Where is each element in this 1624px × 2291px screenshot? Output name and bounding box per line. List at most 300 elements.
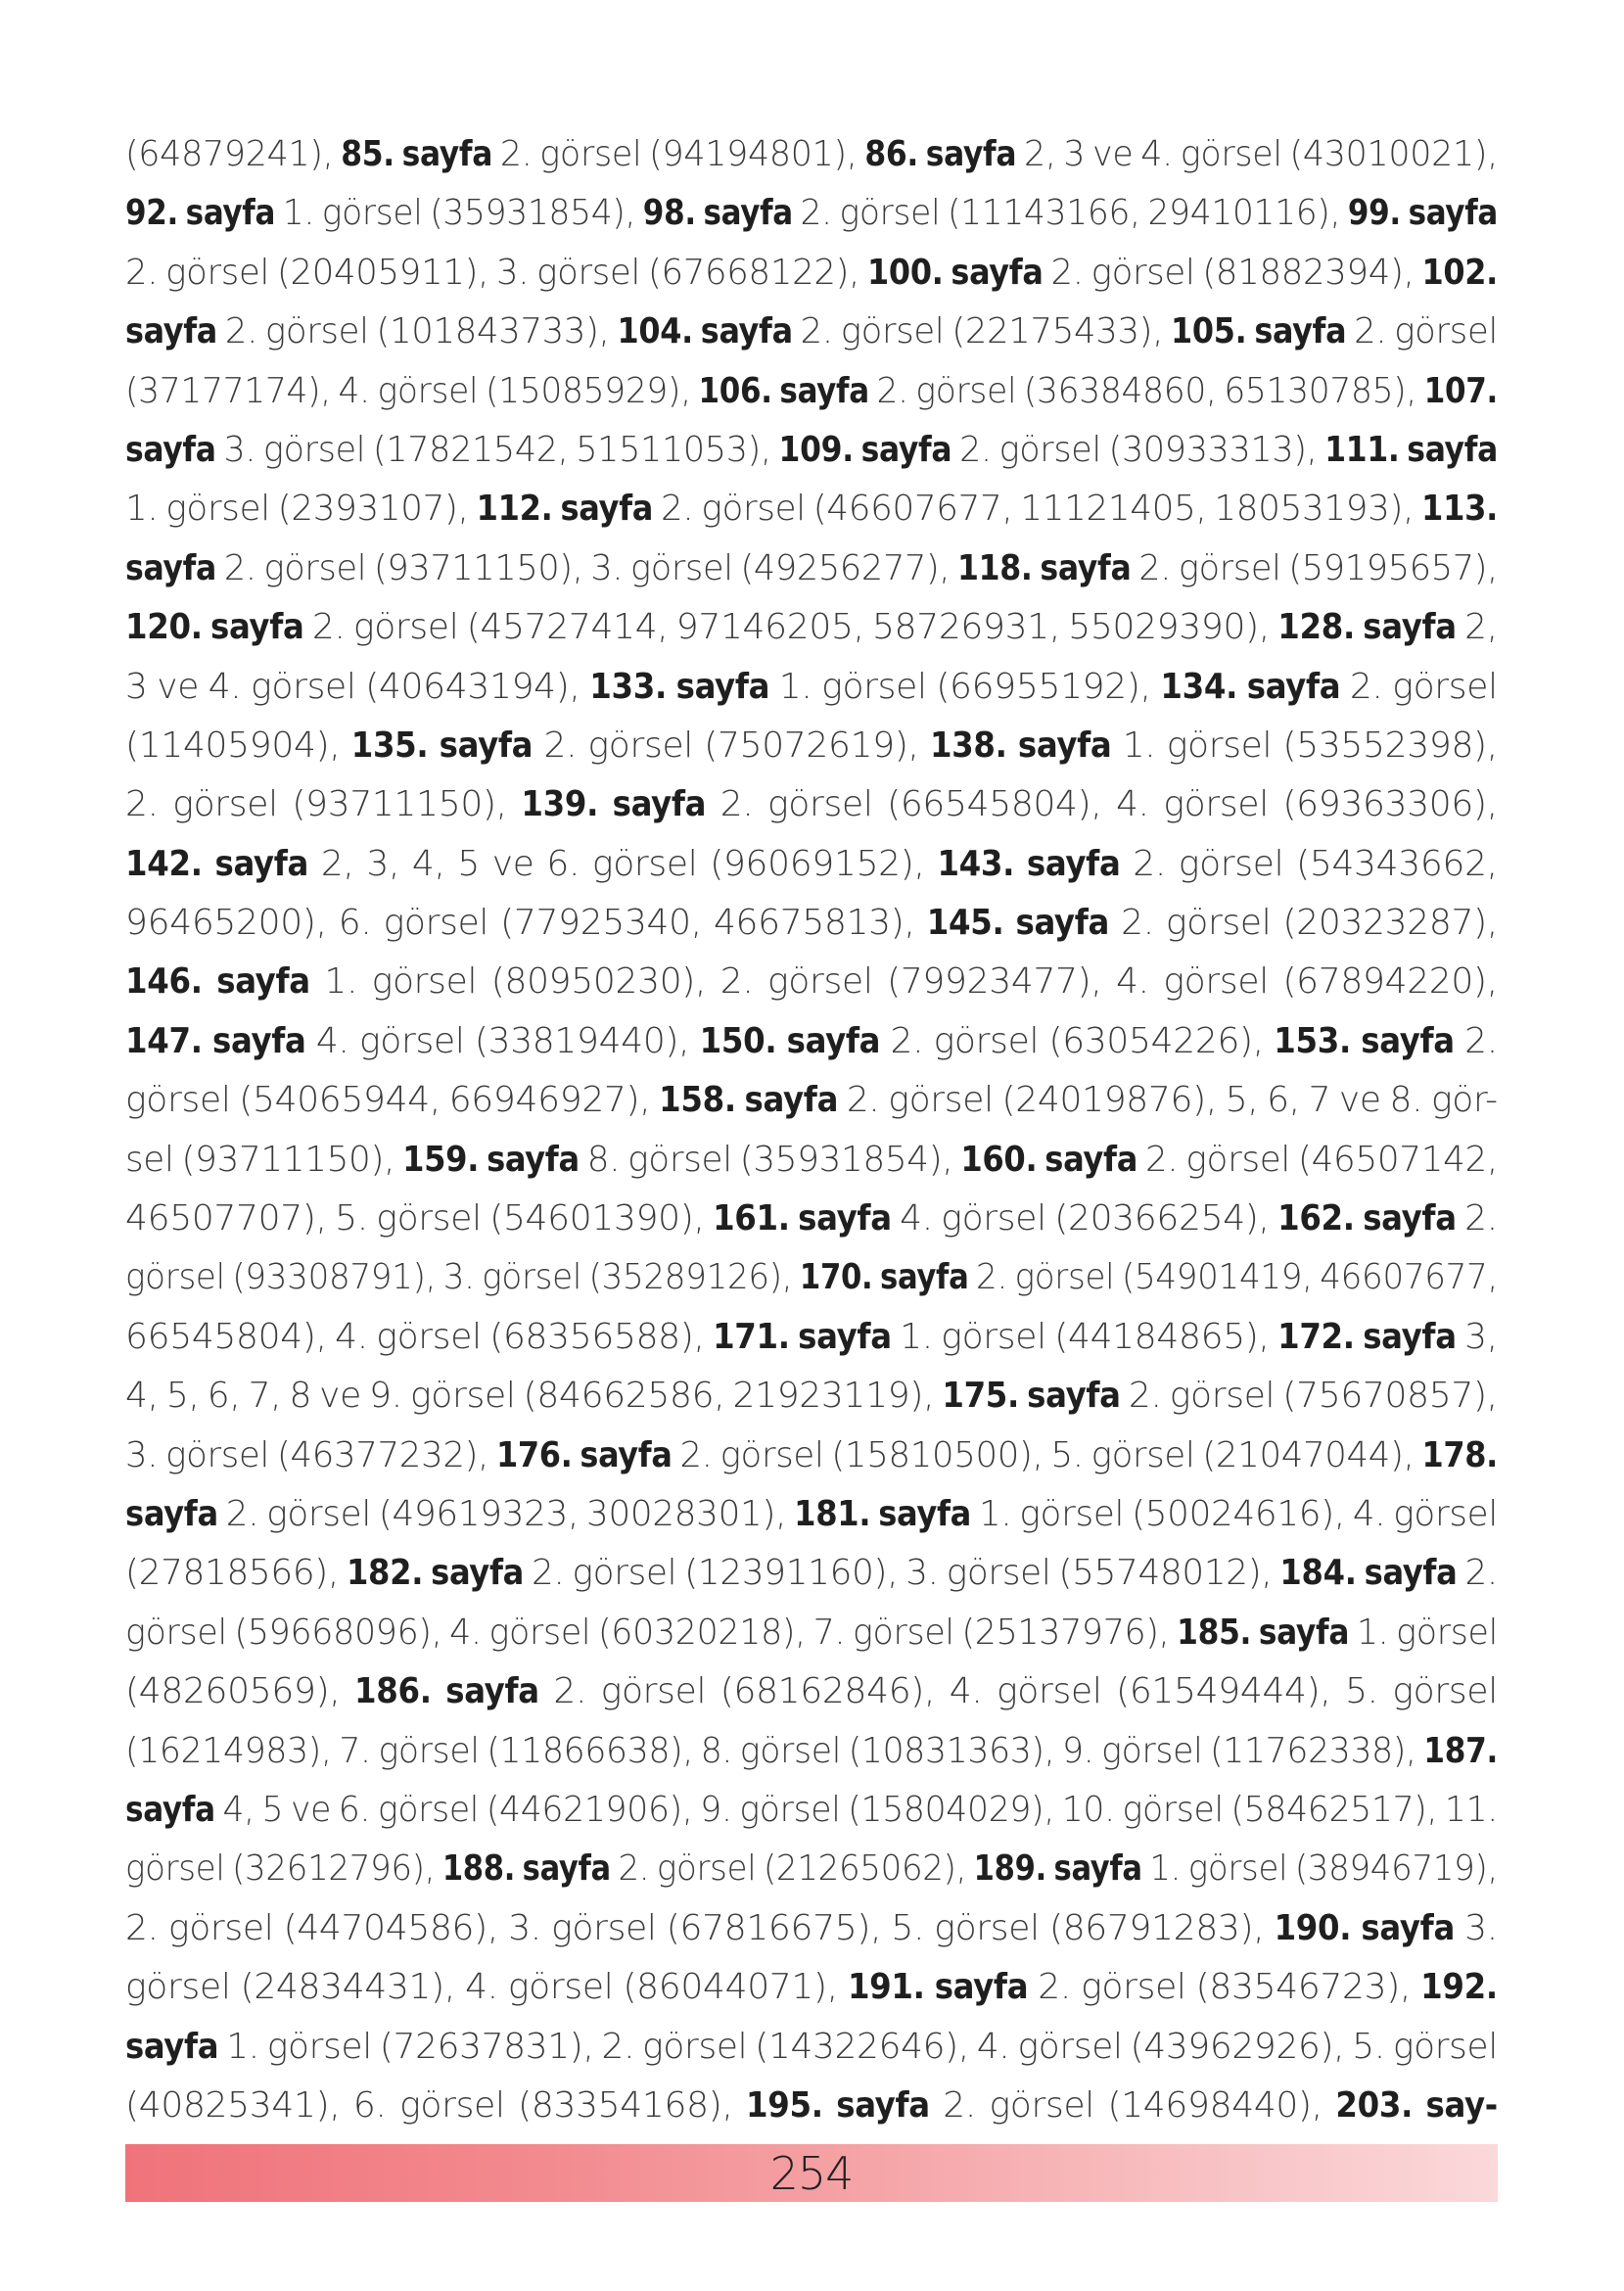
page-reference: sayfa xyxy=(1015,903,1110,944)
credit-text: 2. xyxy=(800,193,832,234)
credit-text: (67816675), xyxy=(666,1907,882,1948)
credit-text: (14698440), xyxy=(1107,2084,1322,2126)
credit-text: görsel xyxy=(1180,134,1282,174)
credit-text: 46607677, xyxy=(1320,1257,1498,1298)
credit-text: görsel xyxy=(371,961,478,1003)
credit-text: (94194801), xyxy=(649,134,858,174)
credit-text: görsel xyxy=(1081,1967,1186,2008)
credit-text: (20323287), xyxy=(1282,903,1498,944)
credit-text: görsel xyxy=(399,2084,505,2126)
credit-text: (93711150), xyxy=(181,1139,395,1180)
credit-text: 5 xyxy=(261,1789,284,1830)
credit-text: 8. xyxy=(586,1139,621,1180)
credit-text: 5. xyxy=(1050,1434,1084,1475)
page-reference: 139. xyxy=(521,784,599,825)
credit-text: 2. xyxy=(876,370,908,411)
credit-text: görsel xyxy=(125,1848,225,1890)
page-number: 254 xyxy=(769,2146,854,2200)
page-reference: 161. xyxy=(713,1198,790,1239)
credit-text: görsel xyxy=(264,311,369,352)
page-reference: sayfa xyxy=(1017,725,1112,766)
credit-text: görsel xyxy=(719,1434,824,1475)
credit-text: görsel xyxy=(998,429,1101,470)
text-line xyxy=(125,184,1498,243)
credit-text: 2. xyxy=(543,725,578,766)
text-line xyxy=(125,1012,1498,1071)
page-reference: 191. xyxy=(847,1967,925,2008)
credit-text: 3, xyxy=(1464,1316,1498,1357)
page-reference: sayfa xyxy=(878,1493,972,1534)
credit-text: 3. xyxy=(223,429,256,470)
text-line xyxy=(125,1604,1498,1662)
credit-text: (68356588), xyxy=(489,1316,705,1357)
credit-text: 30028301), xyxy=(586,1493,787,1534)
page-reference: sayfa xyxy=(445,1671,539,1712)
credit-text: (30933313), xyxy=(1108,429,1318,470)
credit-text: ve xyxy=(491,843,534,884)
credit-text: görsel xyxy=(1393,1493,1498,1534)
credit-text: görsel xyxy=(125,1967,231,2008)
text-line xyxy=(125,953,1498,1011)
credit-text: görsel xyxy=(627,1139,732,1180)
page-reference: 150. xyxy=(699,1020,777,1061)
credit-text: görsel xyxy=(1178,843,1284,884)
credit-text: (20366254), xyxy=(1054,1198,1270,1239)
page-reference: 145. xyxy=(926,903,1004,944)
page-reference: 171. xyxy=(713,1316,790,1357)
credit-text: 2. xyxy=(1464,1198,1498,1239)
page-reference: 105. xyxy=(1171,311,1247,352)
page-reference: sayfa xyxy=(1407,429,1498,470)
credit-text: 8. xyxy=(700,1730,733,1771)
credit-text: (2393107), xyxy=(277,489,469,530)
credit-text: 7. xyxy=(339,1730,371,1771)
credit-text: (15804029), xyxy=(848,1789,1055,1830)
credit-text: 5. xyxy=(1345,1671,1378,1712)
text-line xyxy=(125,1899,1498,1958)
page-reference: sayfa xyxy=(1363,1198,1457,1239)
credit-text: (35931854), xyxy=(739,1139,953,1180)
page-reference: 112. xyxy=(476,489,553,530)
page-reference: 190. xyxy=(1274,1907,1352,1948)
credit-text: (86791283), xyxy=(1048,1907,1265,1948)
credit-text: (96069152), xyxy=(710,843,925,884)
page-reference: 175. xyxy=(942,1376,1020,1417)
credit-text: 46675813), xyxy=(713,903,915,944)
credit-text: (93711150), xyxy=(292,784,507,825)
page-reference: sayfa xyxy=(786,1020,881,1061)
page-reference: sayfa xyxy=(522,1848,611,1890)
credit-text: 4. xyxy=(976,2026,1010,2067)
credit-text: görsel xyxy=(1169,1376,1276,1417)
credit-text: 1. xyxy=(1149,1848,1182,1890)
page-reference: sayfa xyxy=(487,1139,580,1180)
credit-text: (75670857), xyxy=(1282,1376,1498,1417)
page-reference: 143. xyxy=(937,843,1015,884)
credit-text: (40825341), xyxy=(125,2084,341,2126)
credit-text: görsel xyxy=(263,547,367,588)
credit-text: 2. xyxy=(125,784,159,825)
credit-text: 2. xyxy=(1050,252,1084,293)
credit-text: görsel xyxy=(1163,784,1269,825)
credit-text: (59195657), xyxy=(1288,547,1498,588)
credit-text: (81882394), xyxy=(1202,252,1415,293)
credit-text: görsel xyxy=(321,193,423,234)
credit-text: görsel xyxy=(1392,2026,1498,2067)
credit-text: 2. xyxy=(976,1257,1007,1298)
text-line xyxy=(125,480,1498,538)
page-reference: 142. xyxy=(125,843,203,884)
credit-text: (93711150), xyxy=(373,547,583,588)
text-line xyxy=(125,421,1498,480)
text-line xyxy=(125,539,1498,598)
text-line xyxy=(125,125,1498,184)
credit-text: (24019876), xyxy=(1001,1080,1217,1121)
page-reference: say- xyxy=(1425,2084,1498,2126)
credit-text: (84662586, xyxy=(523,1376,725,1417)
page-reference: sayfa xyxy=(1361,1907,1455,1948)
page-reference: 98. xyxy=(642,193,696,234)
credit-text: (45727414, xyxy=(466,607,669,648)
credit-text: 4. xyxy=(465,1967,498,2008)
credit-text: 11121405, xyxy=(1020,489,1207,530)
credit-text: (16214983), xyxy=(125,1730,332,1771)
credit-text: görsel xyxy=(262,429,366,470)
credit-text: 4, xyxy=(222,1789,255,1830)
page-reference: sayfa xyxy=(125,1789,215,1830)
credit-text: 6. xyxy=(338,1789,371,1830)
credit-text: görsel xyxy=(378,1730,480,1771)
page-reference: 170. xyxy=(799,1257,873,1298)
credit-text: görsel xyxy=(941,1316,1046,1357)
credit-text: (68162846), xyxy=(719,1671,936,1712)
credit-text: (54343662, xyxy=(1296,843,1498,884)
credit-text: 3. xyxy=(590,547,624,588)
credit-text: (33819440), xyxy=(474,1020,690,1061)
credit-text: (72637831), xyxy=(379,2026,594,2067)
text-line xyxy=(125,598,1498,657)
credit-text: 4, xyxy=(411,843,445,884)
credit-text: (46377232), xyxy=(276,1434,489,1475)
credit-text: 6, xyxy=(1267,1080,1300,1121)
credit-text: (37177174), xyxy=(125,370,331,411)
text-line xyxy=(125,244,1498,303)
text-line xyxy=(125,1131,1498,1190)
credit-text: (53552398), xyxy=(1282,725,1498,766)
credit-text: 9. xyxy=(369,1376,402,1417)
credit-text: 2. xyxy=(1038,1967,1072,2008)
credit-text: 97146205, xyxy=(675,607,864,648)
credit-text: görsel xyxy=(888,1080,994,1121)
credit-text: 8. xyxy=(1389,1080,1423,1121)
page-reference: 158. xyxy=(659,1080,736,1121)
credit-text: görsel xyxy=(266,2026,372,2067)
credit-text: görsel xyxy=(266,1493,371,1534)
credit-text: görsel xyxy=(1014,1257,1115,1298)
credit-text: 2. xyxy=(1464,1553,1498,1594)
page-reference: 178. xyxy=(1421,1434,1498,1475)
credit-text: 4. xyxy=(449,1612,482,1653)
credit-text: (54065944, xyxy=(239,1080,441,1121)
page-reference: 120. xyxy=(125,607,203,648)
page-reference: 113. xyxy=(1421,489,1498,530)
credit-text: görsel xyxy=(167,1907,274,1948)
credit-text: görsel xyxy=(482,1257,582,1298)
page-reference: 146. xyxy=(125,961,203,1003)
page-reference: 159. xyxy=(402,1139,480,1180)
text-line xyxy=(125,835,1498,894)
page-reference: 186. xyxy=(354,1671,432,1712)
credit-text: 66545804), xyxy=(125,1316,327,1357)
page-reference: sayfa xyxy=(1364,1553,1458,1594)
credit-text: (40643194), xyxy=(365,666,580,707)
credit-text: 66946927), xyxy=(448,1080,651,1121)
credit-text: 6, xyxy=(207,1376,241,1417)
page-reference: 99. xyxy=(1347,193,1401,234)
credit-text: görsel xyxy=(572,1553,677,1594)
credit-text: 7 xyxy=(1308,1080,1331,1121)
credit-text: görsel xyxy=(376,1198,482,1239)
credit-text: (32612796), xyxy=(232,1848,436,1890)
credit-text: (25137976), xyxy=(961,1612,1170,1653)
credit-text: (44704586), xyxy=(283,1907,499,1948)
page-reference: sayfa xyxy=(214,843,309,884)
page-reference: 86. xyxy=(864,134,919,174)
page-reference: sayfa xyxy=(1026,843,1121,884)
page-reference: sayfa xyxy=(934,1967,1029,2008)
credit-text: görsel xyxy=(1017,2026,1123,2067)
text-line xyxy=(125,1544,1498,1603)
credit-text: ve xyxy=(319,1376,362,1417)
credit-text: (21265062), xyxy=(763,1848,967,1890)
credit-text: 6. xyxy=(338,903,372,944)
credit-text: (36384860, xyxy=(1023,370,1217,411)
page-reference: sayfa xyxy=(210,607,304,648)
page-reference: sayfa xyxy=(612,784,707,825)
credit-text: 2. xyxy=(959,429,992,470)
credit-text: 6. xyxy=(546,843,580,884)
credit-text: (15085929), xyxy=(485,370,691,411)
text-line xyxy=(125,1840,1498,1898)
credit-text: görsel xyxy=(1394,311,1498,352)
text-line xyxy=(125,1190,1498,1248)
text-line xyxy=(125,1426,1498,1485)
page-reference: sayfa xyxy=(860,429,952,470)
credit-text: 2. xyxy=(800,311,833,352)
page-reference: 111. xyxy=(1324,429,1400,470)
credit-text: 4. xyxy=(1116,961,1149,1003)
credit-text: (66955192), xyxy=(936,666,1151,707)
credit-text: 7, xyxy=(248,1376,282,1417)
credit-text: görsel xyxy=(642,2026,748,2067)
credit-text: (75072619), xyxy=(704,725,919,766)
credit-text: (46507142, xyxy=(1297,1139,1498,1180)
credit-text: 21923119), xyxy=(732,1376,935,1417)
text-line xyxy=(125,1367,1498,1426)
credit-text: (69363306), xyxy=(1282,784,1498,825)
credit-text: görsel xyxy=(989,2084,1094,2126)
page-footer-bar xyxy=(125,2144,1498,2202)
credit-text: görsel xyxy=(1090,1434,1195,1475)
page-reference: 102. xyxy=(1421,252,1498,293)
credit-text: (101843733), xyxy=(376,311,610,352)
credit-text: 2. xyxy=(125,1907,159,1948)
credit-text: 55029390), xyxy=(1068,607,1270,648)
credit-text: 4, xyxy=(125,1376,159,1417)
credit-text: görsel xyxy=(1187,1848,1288,1890)
credit-text: (60320218), xyxy=(598,1612,806,1653)
page-reference: 182. xyxy=(346,1553,424,1594)
credit-text: 2. xyxy=(311,607,346,648)
credit-text: görsel xyxy=(125,1612,227,1653)
credit-text: (44184865), xyxy=(1054,1316,1270,1357)
page-reference: sayfa xyxy=(580,1434,673,1475)
credit-text: görsel xyxy=(933,1020,1040,1061)
credit-text: 2. xyxy=(1145,1139,1179,1180)
credit-text: 2. xyxy=(1138,547,1172,588)
page-reference: 160. xyxy=(960,1139,1038,1180)
page-reference: 147. xyxy=(125,1020,203,1061)
page-reference: sayfa xyxy=(1246,666,1341,707)
text-line xyxy=(125,2018,1498,2077)
credit-text: 2. xyxy=(531,1553,565,1594)
page-reference: sayfa xyxy=(779,370,869,411)
page-reference: sayfa xyxy=(1363,1316,1457,1357)
credit-text: (61549444), xyxy=(1116,1671,1331,1712)
credit-text: görsel xyxy=(1178,547,1281,588)
credit-text: görsel xyxy=(165,1434,270,1475)
credit-text: görsel xyxy=(383,903,489,944)
credit-text: görsel xyxy=(701,489,806,530)
credit-text: görsel xyxy=(536,252,641,293)
page-reference: sayfa xyxy=(125,1493,218,1534)
credit-text: görsel xyxy=(1392,1671,1498,1712)
credit-text: 1. xyxy=(778,666,812,707)
credit-text: 2. xyxy=(846,1080,880,1121)
text-line xyxy=(125,1485,1498,1544)
text-line xyxy=(125,1958,1498,2017)
credit-text: (54601390), xyxy=(489,1198,705,1239)
credit-text: 2. xyxy=(890,1020,924,1061)
page-reference: sayfa xyxy=(1040,547,1132,588)
credit-text: görsel xyxy=(376,1316,482,1357)
credit-text: (21047044), xyxy=(1202,1434,1415,1475)
credit-text: (11762338), xyxy=(1210,1730,1416,1771)
credit-text: görsel xyxy=(600,1671,707,1712)
credit-text: 2. xyxy=(661,489,694,530)
text-line xyxy=(125,2077,1498,2135)
page-reference: 153. xyxy=(1274,1020,1351,1061)
credit-text: görsel xyxy=(839,193,941,234)
credit-text: görsel xyxy=(591,843,698,884)
credit-text: 5, xyxy=(165,1376,200,1417)
credit-text: (86044071), xyxy=(623,1967,838,2008)
credit-text: 4. xyxy=(1352,1493,1386,1534)
page-reference: 172. xyxy=(1277,1316,1355,1357)
credit-text: (35931854), xyxy=(430,193,636,234)
credit-text: 2. xyxy=(601,2026,635,2067)
credit-text: (11143166, xyxy=(948,193,1140,234)
credit-text: görsel xyxy=(1090,252,1195,293)
credit-text: görsel xyxy=(409,1376,516,1417)
page-reference: 203. xyxy=(1335,2084,1414,2126)
credit-text: (24834431), xyxy=(240,1967,456,2008)
credit-text: 2. xyxy=(719,961,754,1003)
credit-text: ve xyxy=(290,1789,332,1830)
credit-text: görsel xyxy=(551,1907,657,1948)
credit-text: (63054226), xyxy=(1048,1020,1264,1061)
credit-text: 2. xyxy=(1121,903,1154,944)
credit-text: 2. xyxy=(1128,1376,1162,1417)
credit-text: 4. xyxy=(315,1020,349,1061)
credit-text: (49619323, xyxy=(378,1493,580,1534)
credit-text: (50024616), xyxy=(1132,1493,1345,1534)
credit-text: 1. xyxy=(226,2026,259,2067)
credit-text: 2. xyxy=(618,1848,650,1890)
credit-text: (54901419, xyxy=(1121,1257,1313,1298)
page-reference: sayfa xyxy=(744,1080,839,1121)
text-line xyxy=(125,1071,1498,1130)
page-reference: 162. xyxy=(1277,1198,1355,1239)
page-reference: sayfa xyxy=(925,134,1017,174)
page-reference: 118. xyxy=(956,547,1033,588)
text-line xyxy=(125,717,1498,775)
credit-text: görsel xyxy=(251,666,356,707)
credit-text: 2. xyxy=(223,547,256,588)
credit-text: 2. xyxy=(225,1493,259,1534)
text-line xyxy=(125,1308,1498,1367)
credit-text: (83546723), xyxy=(1195,1967,1412,2008)
page-reference: sayfa xyxy=(1027,1376,1121,1417)
text-line xyxy=(125,894,1498,953)
credit-text: 4. xyxy=(900,1198,933,1239)
credit-text: 2. xyxy=(125,252,159,293)
credit-text: 2, xyxy=(1464,607,1498,648)
credit-text: 10. xyxy=(1061,1789,1115,1830)
page-reference: sayfa xyxy=(212,1020,306,1061)
page-reference: 188. xyxy=(441,1848,516,1890)
credit-text: 1. xyxy=(1356,1612,1389,1653)
credit-text: (10831363), xyxy=(848,1730,1055,1771)
page-reference: 189. xyxy=(973,1848,1046,1890)
credit-text: görsel xyxy=(915,370,1017,411)
text-line xyxy=(125,658,1498,717)
credit-text: 11. xyxy=(1444,1789,1498,1830)
credit-text: (59668096), xyxy=(234,1612,442,1653)
credit-text: görsel xyxy=(997,1671,1102,1712)
credit-text: (11405904), xyxy=(125,725,341,766)
page-reference: sayfa xyxy=(880,1257,969,1298)
credit-text: (35289126), xyxy=(588,1257,793,1298)
credit-text: görsel xyxy=(165,252,270,293)
credit-text: görsel xyxy=(821,666,927,707)
page-reference: sayfa xyxy=(703,193,793,234)
credit-text: (46607677, xyxy=(812,489,1013,530)
credit-text: 5. xyxy=(1352,2026,1385,2067)
page-reference: 109. xyxy=(778,429,854,470)
credit-text: 3. xyxy=(1464,1907,1498,1948)
credit-text: görsel xyxy=(656,1848,757,1890)
credit-text: 3. xyxy=(125,1434,159,1475)
page-reference: 128. xyxy=(1277,607,1355,648)
credit-text: 29410116), xyxy=(1147,193,1341,234)
page-reference: 107. xyxy=(1423,370,1498,411)
credit-text: 1. xyxy=(125,489,159,530)
text-line xyxy=(125,362,1498,421)
credit-text: görsel xyxy=(1185,1139,1291,1180)
credit-text: görsel xyxy=(739,1730,842,1771)
credit-text: 4. xyxy=(949,1671,983,1712)
